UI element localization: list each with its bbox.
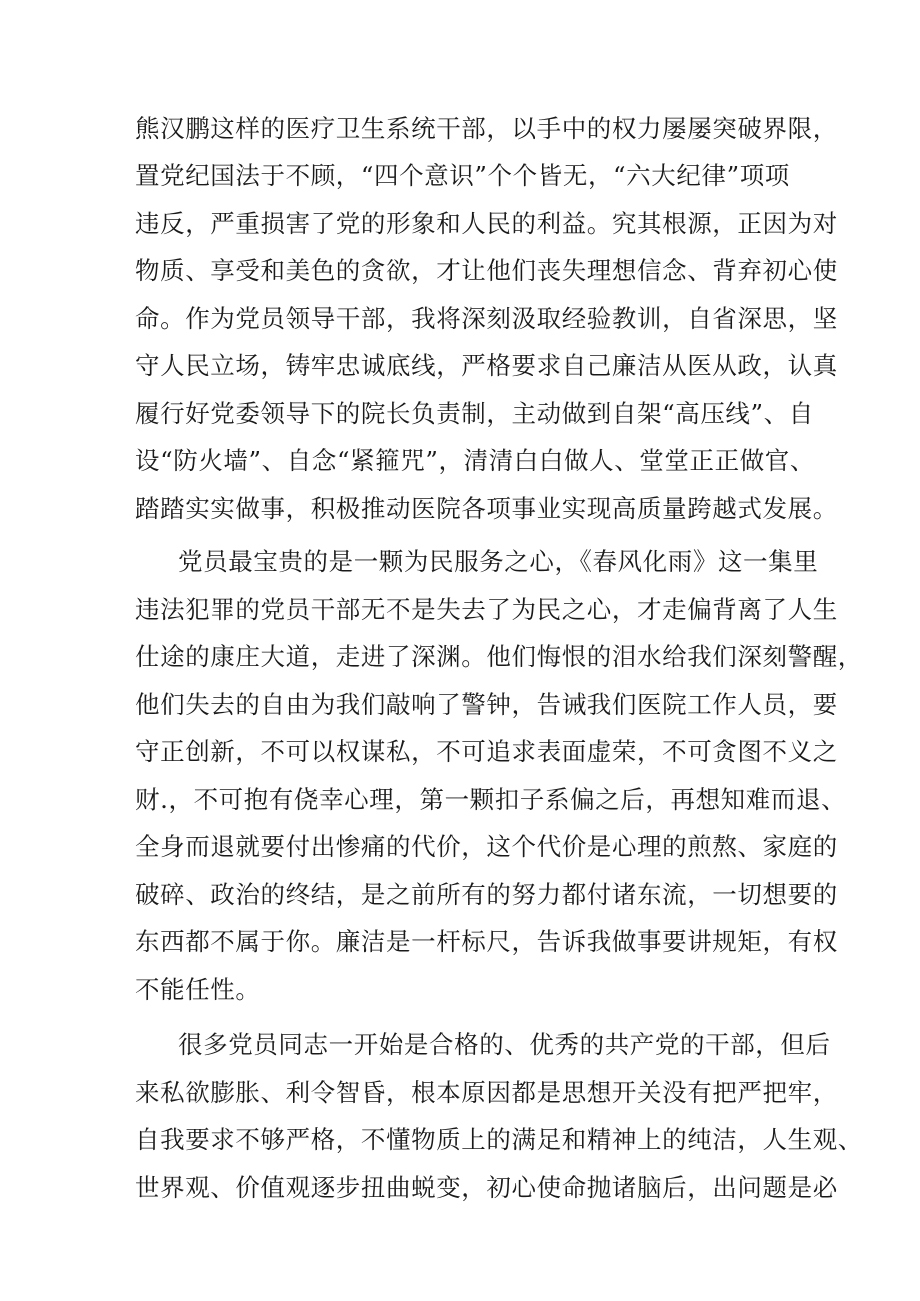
paragraph-line: 命。作为党员领导干部，我将深刻汲取经验教训，自省深思，坚 <box>135 304 838 333</box>
paragraph-line: 踏踏实实做事，积极推动医院各项事业实现高质量跨越式发展。 <box>135 494 838 523</box>
paragraph-line: 守人民立场，铸牢忠诚底线，严格要求自己廉洁从医从政，认真 <box>135 351 838 380</box>
paragraph-line: 党员最宝贵的是一颗为民服务之心，《春风化雨》这一集里 <box>178 547 819 576</box>
paragraph-line: 世界观、价值观逐步扭曲蜕变，初心使命抛诸脑后，出问题是必 <box>135 1173 838 1202</box>
paragraph-line: 破碎、政治的终结，是之前所有的努力都付诸东流，一切想要的 <box>135 880 838 909</box>
paragraph-line: 守正创新，不可以权谋私，不可追求表面虚荣，不可贪图不义之 <box>135 737 838 766</box>
paragraph-line: 违反，严重损害了党的形象和人民的利益。究其根源，正因为对 <box>135 209 838 238</box>
paragraph-line: 违法犯罪的党员干部无不是失去了为民之心，才走偏背离了人生 <box>135 595 838 624</box>
paragraph-line: 物质、享受和美色的贪欲，才让他们丧失理想信念、背弃初心使 <box>135 256 838 285</box>
paragraph-line: 自我要求不够严格，不懂物质上的满足和精神上的纯洁，人生观、 <box>135 1125 863 1154</box>
paragraph-line: 置党纪国法于不顾，“四个意识”个个皆无，“六大纪律”项项 <box>135 161 790 190</box>
paragraph-line: 来私欲膨胀、利令智昏，根本原因都是思想开关没有把严把牢， <box>135 1078 838 1107</box>
paragraph-line: 财.，不可抱有侥幸心理，第一颗扣子系偏之后，再想知难而退、 <box>135 785 847 814</box>
paragraph-line: 设“防火墙”、自念“紧箍咒”，清清白白做人、堂堂正正做官、 <box>135 446 815 475</box>
paragraph-line: 他们失去的自由为我们敲响了警钟，告诫我们医院工作人员，要 <box>135 690 838 719</box>
paragraph-line: 熊汉鹏这样的医疗卫生系统干部，以手中的权力屡屡突破界限， <box>135 114 838 143</box>
paragraph-line: 履行好党委领导下的院长负责制，主动做到自架“高压线”、自 <box>135 399 814 428</box>
paragraph-line: 不能任性。 <box>135 975 261 1004</box>
paragraph-line: 很多党员同志一开始是合格的、优秀的共产党的干部，但后 <box>178 1030 831 1059</box>
paragraph-line: 东西都不属于你。廉洁是一杆标尺，告诉我做事要讲规矩，有权 <box>135 927 838 956</box>
paragraph-line: 仕途的康庄大道，走进了深渊。他们悔恨的泪水给我们深刻警醒， <box>135 642 863 671</box>
paragraph-line: 全身而退就要付出惨痛的代价，这个代价是心理的煎熬、家庭的 <box>135 832 838 861</box>
